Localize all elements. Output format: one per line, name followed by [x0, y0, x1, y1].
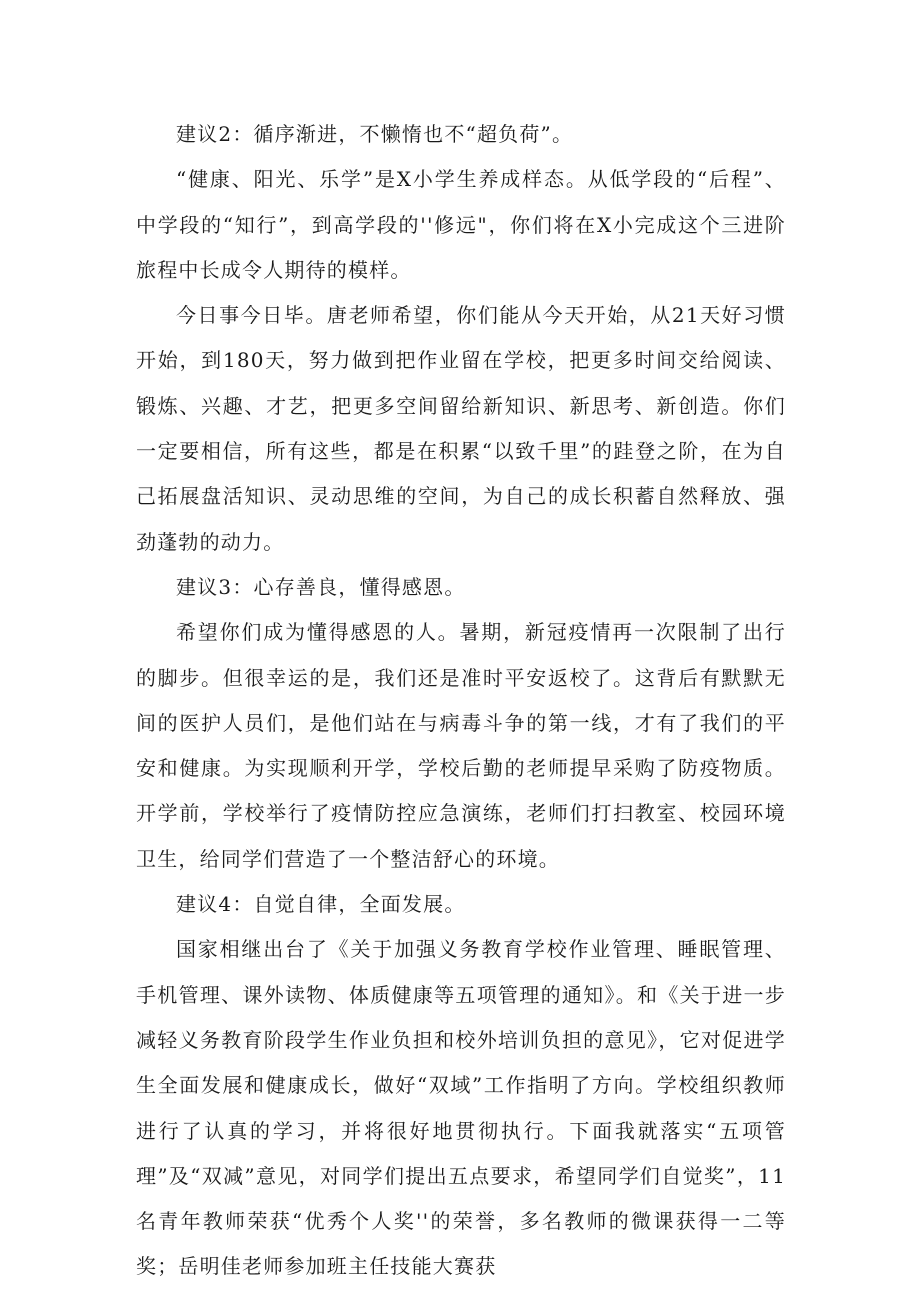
paragraph-suggestion-2-heading: 建议2：循序渐进，不懒惰也不“超负荷”。	[176, 122, 574, 146]
paragraph-national-policy: 国家相继出台了《关于加强义务教育学校作业管理、睡眠管理、手机管理、课外读物、体质健康等五项管理的通知》。和《关于进一步减轻义务教育阶段学生作业负担和校外培训负担的意见》，它对促进学生全面发展和健康成长，做好“双域”工作指明了方向。学校组织教师进行了认真的学习，并将很好地贯彻执行。下面我就落实“五项管理”及“双减”意见，对同学们提出五点要求，希望同学们自觉奖”，11名青年教师荣获“优秀个人奖''的荣誉，多名教师的微课获得一二等奖；岳明佳老师参加班主任技能大赛获	[136, 937, 786, 1279]
paragraph-finish-today: 今日事今日毕。唐老师希望，你们能从今天开始，从21天好习惯开始，到180天，努力做到把作业留在学校，把更多时间交给阅读、锻炼、兴趣、才艺，把更多空间留给新知识、新思考、新创造。你们一定要相信，所有这些，都是在积累“以致千里”的跬登之阶，在为自己拓展盘活知识、灵动思维的空间，为自己的成长积蓄自然释放、强劲蓬勃的动力。	[136, 303, 786, 554]
paragraph-gratitude: 希望你们成为懂得感恩的人。暑期，新冠疫情再一次限制了出行的脚步。但很幸运的是，我们还是准时平安返校了。这背后有默默无间的医护人员们，是他们站在与病毒斗争的第一线，才有了我们的平安和健康。为实现顺利开学，学校后勤的老师提早采购了防疫物质。开学前，学校举行了疫情防控应急演练，老师们打扫教室、校园环境卫生，给同学们营造了一个整洁舒心的环境。	[136, 620, 786, 871]
paragraph-suggestion-3-heading: 建议3：心存善良，懂得感恩。	[176, 574, 466, 599]
paragraph-suggestion-4-heading: 建议4：自觉自律，全面发展。	[176, 892, 466, 917]
paragraph-healthy-sunny: “健康、阳光、乐学”是X小学生养成样态。从低学段的“后程”、中学段的“知行”，到高学段的''修远"，你们将在X小完成这个三进阶旅程中长成令人期待的模样。	[136, 167, 786, 282]
document-body	[136, 112, 786, 1290]
